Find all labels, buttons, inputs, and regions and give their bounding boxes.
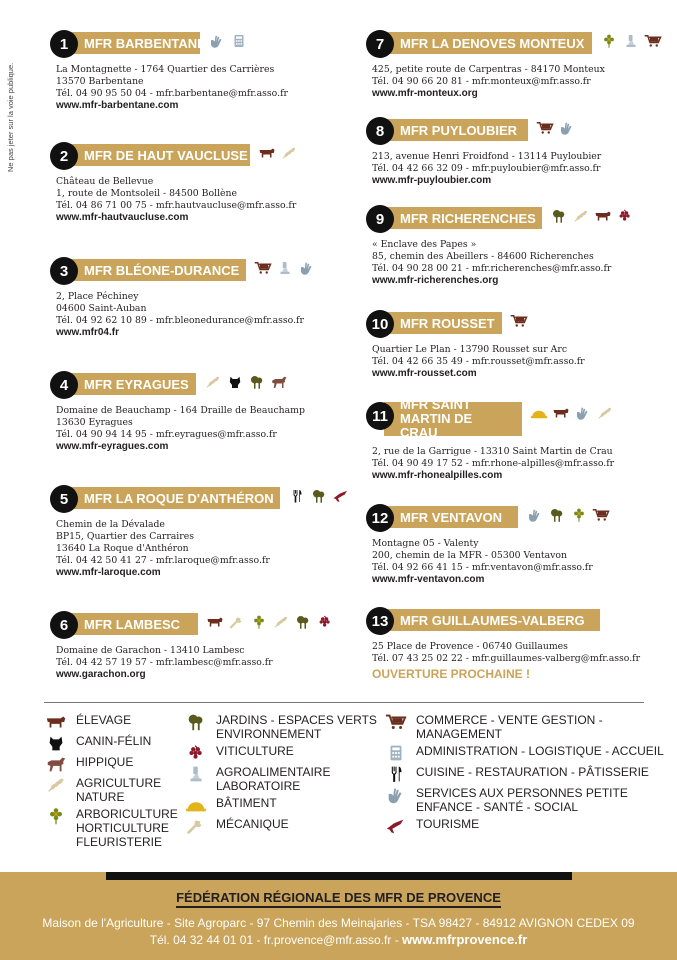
mfr-address-line: Tél. 04 92 62 10 89 - mfr.bleonedurance@mfr.asso.fr bbox=[56, 315, 304, 326]
mfr-sector-icons bbox=[206, 613, 334, 631]
mfr-address-block bbox=[366, 631, 666, 680]
canin-icon bbox=[44, 734, 68, 752]
elevage-icon bbox=[206, 613, 224, 631]
mfr-number-badge: 10 bbox=[366, 310, 394, 338]
mfr-address-line: Tél. 04 90 66 20 81 - mfr.monteux@mfr.asso.fr bbox=[372, 76, 591, 87]
mfr-website-link[interactable]: www.mfr-rousset.com bbox=[372, 368, 477, 379]
legend-col-2 bbox=[184, 713, 406, 838]
mfr-address-line: 213, avenue Henri Froidfond - 13114 Puyloubier bbox=[372, 151, 602, 162]
mfr-name: MFR RICHERENCHES bbox=[384, 207, 542, 229]
commerce-icon bbox=[644, 32, 662, 50]
services-icon bbox=[558, 119, 576, 137]
agriculture-icon bbox=[272, 613, 290, 631]
mfr-sector-icons bbox=[526, 506, 610, 524]
viticulture-icon bbox=[316, 613, 334, 631]
legend-label: JARDINS - ESPACES VERTS ENVIRONNEMENT bbox=[216, 713, 377, 741]
legend-label: SERVICES AUX PERSONNES PETITE ENFANCE - SANTÉ - SOCIAL bbox=[416, 786, 628, 814]
mfr-entry bbox=[50, 257, 350, 339]
mfr-address-line: 85, chemin des Abeillers - 84600 Richerenches bbox=[372, 251, 594, 262]
mfr-address-line: Tél. 07 43 25 02 22 - mfr.guillaumes-valberg@mfr.asso.fr bbox=[372, 653, 641, 664]
mfr-number-badge: 6 bbox=[50, 611, 78, 639]
mfr-address-line: 200, chemin de la MFR - 05300 Ventavon bbox=[372, 550, 567, 561]
mfr-sector-icons bbox=[510, 312, 528, 330]
jardins-icon bbox=[550, 207, 568, 225]
side-disclaimer bbox=[6, 22, 20, 172]
mfr-name: MFR PUYLOUBIER bbox=[384, 119, 528, 141]
mfr-header bbox=[50, 30, 350, 54]
mfr-address-line: 13640 La Roque d'Anthéron bbox=[56, 543, 189, 554]
mfr-sector-icons bbox=[536, 119, 576, 137]
legend-item bbox=[384, 817, 677, 835]
batiment-icon bbox=[530, 404, 548, 422]
mfr-entry bbox=[50, 30, 350, 112]
mfr-address-line: Tél. 04 90 49 17 52 - mfr.rhone-alpilles@mfr.asso.fr bbox=[372, 458, 615, 469]
mfr-header bbox=[366, 504, 666, 528]
mfr-name: MFR LAMBESC bbox=[68, 613, 198, 635]
legend-label: VITICULTURE bbox=[216, 744, 294, 758]
legend-label: CANIN-FÉLIN bbox=[76, 734, 152, 748]
mfr-name: MFR GUILLAUMES-VALBERG bbox=[384, 609, 600, 631]
mfr-website-link[interactable]: www.garachon.org bbox=[56, 669, 146, 680]
mfr-website-link[interactable]: www.mfr-eyragues.com bbox=[56, 441, 169, 452]
services-icon bbox=[298, 259, 316, 277]
mfr-address-line: Tél. 04 42 66 32 09 - mfr.puyloubier@mfr.asso.fr bbox=[372, 163, 601, 174]
mfr-name: MFR LA DENOVES MONTEUX bbox=[384, 32, 592, 54]
mfr-website-link[interactable]: www.mfr-monteux.org bbox=[372, 88, 478, 99]
mfr-address-line: Tél. 04 42 50 41 27 - mfr.laroque@mfr.asso.fr bbox=[56, 555, 270, 566]
agriculture-icon bbox=[596, 404, 614, 422]
mfr-name: MFR BLÉONE-DURANCE bbox=[68, 259, 246, 281]
legend-item bbox=[384, 786, 677, 814]
mfr-name: MFR SAINT MARTIN DE CRAU bbox=[384, 402, 522, 436]
mfr-address-line: 04600 Saint-Auban bbox=[56, 303, 147, 314]
footer bbox=[0, 872, 677, 960]
mfr-header bbox=[366, 397, 666, 440]
hippique-icon bbox=[270, 373, 288, 391]
viticulture-icon bbox=[616, 207, 634, 225]
footer-title bbox=[0, 890, 677, 905]
mfr-address-line: Château de Bellevue bbox=[56, 176, 154, 187]
mfr-address-line: Tél. 04 90 95 50 04 - mfr.barbentane@mfr.asso.fr bbox=[56, 88, 288, 99]
services-icon bbox=[574, 404, 592, 422]
mfr-header bbox=[366, 30, 666, 54]
legend-item bbox=[384, 713, 677, 741]
mfr-address-block bbox=[366, 528, 666, 586]
mfr-address-line: 2, rue de la Garrigue - 13310 Saint Martin de Crau bbox=[372, 446, 613, 457]
arboriculture-icon bbox=[570, 506, 588, 524]
mfr-website-link[interactable]: www.mfr-puyloubier.com bbox=[372, 175, 492, 186]
mfr-number-badge: 7 bbox=[366, 30, 394, 58]
laboratoire-icon bbox=[184, 765, 208, 783]
legend-item bbox=[184, 765, 406, 793]
mfr-header bbox=[50, 371, 350, 395]
legend-label: TOURISME bbox=[416, 817, 480, 831]
legend-item bbox=[184, 817, 406, 835]
mfr-sector-icons bbox=[600, 32, 662, 50]
tourisme-icon bbox=[384, 817, 408, 835]
legend-col-1 bbox=[44, 713, 196, 852]
mfr-number-badge: 8 bbox=[366, 117, 394, 145]
mfr-entry bbox=[366, 30, 666, 100]
mfr-name: MFR LA ROQUE D'ANTHÉRON bbox=[68, 487, 280, 509]
commerce-icon bbox=[536, 119, 554, 137]
mfr-address-line: 2, Place Péchiney bbox=[56, 291, 139, 302]
mecanique-icon bbox=[184, 817, 208, 835]
footer-address: Maison de l'Agriculture - Site Agroparc - 97 Chemin des Meinajaries - TSA 98427 - 84912 AVIGNON CEDEX 09 bbox=[42, 916, 635, 930]
hippique-icon bbox=[44, 755, 68, 773]
legend-item bbox=[384, 744, 677, 762]
elevage-icon bbox=[552, 404, 570, 422]
mfr-entry bbox=[50, 371, 350, 453]
mfr-website-link[interactable]: www.mfr-laroque.com bbox=[56, 567, 161, 578]
legend-label: ADMINISTRATION - LOGISTIQUE - ACCUEIL bbox=[416, 744, 664, 758]
legend-item bbox=[44, 734, 196, 752]
mfr-header bbox=[366, 205, 666, 229]
mfr-name: MFR ROUSSET bbox=[384, 312, 502, 334]
mfr-number-badge: 11 bbox=[366, 402, 394, 430]
legend-label: BÂTIMENT bbox=[216, 796, 277, 810]
legend-label: AGRICULTURE NATURE bbox=[76, 776, 162, 804]
canin-icon bbox=[226, 373, 244, 391]
mfr-entry bbox=[366, 310, 666, 380]
mfr-address-block bbox=[50, 54, 350, 112]
jardins-icon bbox=[248, 373, 266, 391]
mfr-entry bbox=[50, 485, 350, 579]
mfr-address-line: BP15, Quartier des Carraires bbox=[56, 531, 194, 542]
laboratoire-icon bbox=[276, 259, 294, 277]
commerce-icon bbox=[510, 312, 528, 330]
legend-item bbox=[184, 713, 406, 741]
mfr-entry bbox=[50, 611, 350, 681]
mfr-address-line: Tél. 04 90 28 00 21 - mfr.richerenches@mfr.asso.fr bbox=[372, 263, 612, 274]
mfr-address-block bbox=[366, 229, 666, 287]
services-icon bbox=[208, 32, 226, 50]
legend-label: COMMERCE - VENTE GESTION - MANAGEMENT bbox=[416, 713, 603, 741]
mfr-address-block bbox=[366, 54, 666, 100]
mfr-header bbox=[366, 310, 666, 334]
legend-item bbox=[44, 776, 196, 804]
mfr-website-link[interactable]: www.mfr-ventavon.com bbox=[372, 574, 485, 585]
legend-label: ARBORICULTURE HORTICULTURE FLEURISTERIE bbox=[76, 807, 178, 849]
mfr-header bbox=[50, 485, 350, 509]
mfr-address-line: La Montagnette - 1764 Quartier des Carrières bbox=[56, 64, 275, 75]
mfr-name: MFR EYRAGUES bbox=[68, 373, 196, 395]
jardins-icon bbox=[548, 506, 566, 524]
viticulture-icon bbox=[184, 744, 208, 762]
legend-divider bbox=[44, 702, 644, 703]
mfr-number-badge: 12 bbox=[366, 504, 394, 532]
mfr-address-block bbox=[50, 281, 350, 339]
jardins-icon bbox=[184, 713, 208, 731]
mfr-address-line: Tél. 04 42 66 35 49 - mfr.rousset@mfr.asso.fr bbox=[372, 356, 585, 367]
mfr-header bbox=[366, 117, 666, 141]
commerce-icon bbox=[592, 506, 610, 524]
mfr-address-block bbox=[50, 635, 350, 681]
mfr-address-block bbox=[366, 436, 666, 482]
footer-contact-text: Tél. 04 32 44 01 01 - fr.provence@mfr.asso.fr - bbox=[149, 933, 399, 947]
commerce-icon bbox=[384, 713, 408, 731]
elevage-icon bbox=[258, 144, 276, 162]
mfr-number-badge: 9 bbox=[366, 205, 394, 233]
mfr-sector-icons bbox=[204, 373, 288, 391]
jardins-icon bbox=[310, 487, 328, 505]
footer-title-text: FÉDÉRATION RÉGIONALE DES MFR DE PROVENCE bbox=[176, 890, 501, 908]
legend-item bbox=[44, 755, 196, 773]
agriculture-icon bbox=[572, 207, 590, 225]
mfr-website-link[interactable]: www.mfr-hautvaucluse.com bbox=[56, 212, 189, 223]
services-icon bbox=[384, 786, 408, 804]
jardins-icon bbox=[294, 613, 312, 631]
footer-website-link[interactable]: www.mfrprovence.fr bbox=[402, 932, 528, 947]
legend-item bbox=[184, 796, 406, 814]
arboriculture-icon bbox=[250, 613, 268, 631]
admin-icon bbox=[384, 744, 408, 762]
mfr-entry bbox=[366, 397, 666, 482]
mfr-address-line: Tél. 04 92 66 41 15 - mfr.ventavon@mfr.asso.fr bbox=[372, 562, 593, 573]
agriculture-icon bbox=[280, 144, 298, 162]
mfr-website-link[interactable]: www.mfr-rhonealpilles.com bbox=[372, 470, 503, 481]
arboriculture-icon bbox=[600, 32, 618, 50]
mfr-entry bbox=[366, 205, 666, 287]
mfr-address-block bbox=[366, 334, 666, 380]
mfr-name: MFR DE HAUT VAUCLUSE bbox=[68, 144, 250, 166]
legend-label: ÉLEVAGE bbox=[76, 713, 132, 727]
elevage-icon bbox=[44, 713, 68, 731]
mfr-sector-icons bbox=[254, 259, 316, 277]
mfr-address-line: Chemin de la Dévalade bbox=[56, 519, 165, 530]
mfr-address-line: Tél. 04 90 94 14 95 - mfr.eyragues@mfr.asso.fr bbox=[56, 429, 277, 440]
legend-col-3 bbox=[384, 713, 677, 838]
mfr-number-badge: 1 bbox=[50, 30, 78, 58]
mfr-header bbox=[50, 257, 350, 281]
mfr-address-line: 13570 Barbentane bbox=[56, 76, 144, 87]
batiment-icon bbox=[184, 796, 208, 814]
services-icon bbox=[526, 506, 544, 524]
agriculture-icon bbox=[44, 776, 68, 794]
opening-soon-note: OUVERTURE PROCHAINE ! bbox=[372, 667, 531, 681]
mfr-address-line: « Enclave des Papes » bbox=[372, 239, 477, 250]
legend-label: MÉCANIQUE bbox=[216, 817, 289, 831]
mfr-number-badge: 3 bbox=[50, 257, 78, 285]
mfr-number-badge: 4 bbox=[50, 371, 78, 399]
mfr-address-line: Tél. 04 42 57 19 57 - mfr.lambesc@mfr.asso.fr bbox=[56, 657, 273, 668]
legend-label: HIPPIQUE bbox=[76, 755, 134, 769]
mfr-header bbox=[50, 611, 350, 635]
legend-item bbox=[384, 765, 677, 783]
mfr-sector-icons bbox=[530, 404, 614, 422]
laboratoire-icon bbox=[622, 32, 640, 50]
mfr-website-link[interactable]: www.mfr-barbentane.com bbox=[56, 100, 179, 111]
mfr-address-line: 1, route de Montsoleil - 84500 Bollène bbox=[56, 188, 238, 199]
mfr-address-line: 13630 Eyragues bbox=[56, 417, 133, 428]
mfr-sector-icons bbox=[208, 32, 248, 50]
legend-item bbox=[184, 744, 406, 762]
mfr-address-block bbox=[50, 509, 350, 579]
mfr-name: MFR VENTAVON bbox=[384, 506, 518, 528]
mfr-entry bbox=[366, 607, 666, 680]
mfr-website-link[interactable]: www.mfr-richerenches.org bbox=[372, 275, 499, 286]
mfr-address-line: Domaine de Beauchamp - 164 Draille de Beauchamp bbox=[56, 405, 305, 416]
mfr-header bbox=[366, 607, 666, 631]
mfr-sector-icons bbox=[258, 144, 298, 162]
mfr-address-line: Tél. 04 86 71 00 75 - mfr.hautvaucluse@mfr.asso.fr bbox=[56, 200, 297, 211]
commerce-icon bbox=[254, 259, 272, 277]
legend-item bbox=[44, 713, 196, 731]
mfr-address-line: Domaine de Garachon - 13410 Lambesc bbox=[56, 645, 245, 656]
mfr-number-badge: 5 bbox=[50, 485, 78, 513]
side-disclaimer-text: Ne pas jeter sur la voie publique. bbox=[6, 62, 15, 172]
agriculture-icon bbox=[204, 373, 222, 391]
mfr-address-block bbox=[366, 141, 666, 187]
elevage-icon bbox=[594, 207, 612, 225]
mfr-header bbox=[50, 142, 350, 166]
mfr-entry bbox=[50, 142, 350, 224]
mfr-address-line: Quartier Le Plan - 13790 Rousset sur Arc bbox=[372, 344, 568, 355]
legend-item bbox=[44, 807, 196, 849]
mfr-address-line: Montagne 05 - Valenty bbox=[372, 538, 479, 549]
tourisme-icon bbox=[332, 487, 350, 505]
mfr-number-badge: 2 bbox=[50, 142, 78, 170]
mfr-address-line: 25 Place de Provence - 06740 Guillaumes bbox=[372, 641, 568, 652]
admin-icon bbox=[230, 32, 248, 50]
mfr-address-block bbox=[50, 166, 350, 224]
mfr-entry bbox=[366, 117, 666, 187]
legend-label: CUISINE - RESTAURATION - PÂTISSERIE bbox=[416, 765, 649, 779]
arboriculture-icon bbox=[44, 807, 68, 825]
mfr-address-line: 425, petite route de Carpentras - 84170 Monteux bbox=[372, 64, 605, 75]
mfr-number-badge: 13 bbox=[366, 607, 394, 635]
cuisine-icon bbox=[288, 487, 306, 505]
footer-contact bbox=[0, 932, 677, 947]
mfr-sector-icons bbox=[550, 207, 634, 225]
mfr-sector-icons bbox=[288, 487, 350, 505]
mecanique-icon bbox=[228, 613, 246, 631]
mfr-name: MFR BARBENTANE bbox=[68, 32, 200, 54]
mfr-entry bbox=[366, 504, 666, 586]
footer-rule bbox=[106, 872, 572, 880]
mfr-website-link[interactable]: www.mfr04.fr bbox=[56, 327, 119, 338]
mfr-address-block bbox=[50, 395, 350, 453]
legend-label: AGROALIMENTAIRE LABORATOIRE bbox=[216, 765, 331, 793]
cuisine-icon bbox=[384, 765, 408, 783]
